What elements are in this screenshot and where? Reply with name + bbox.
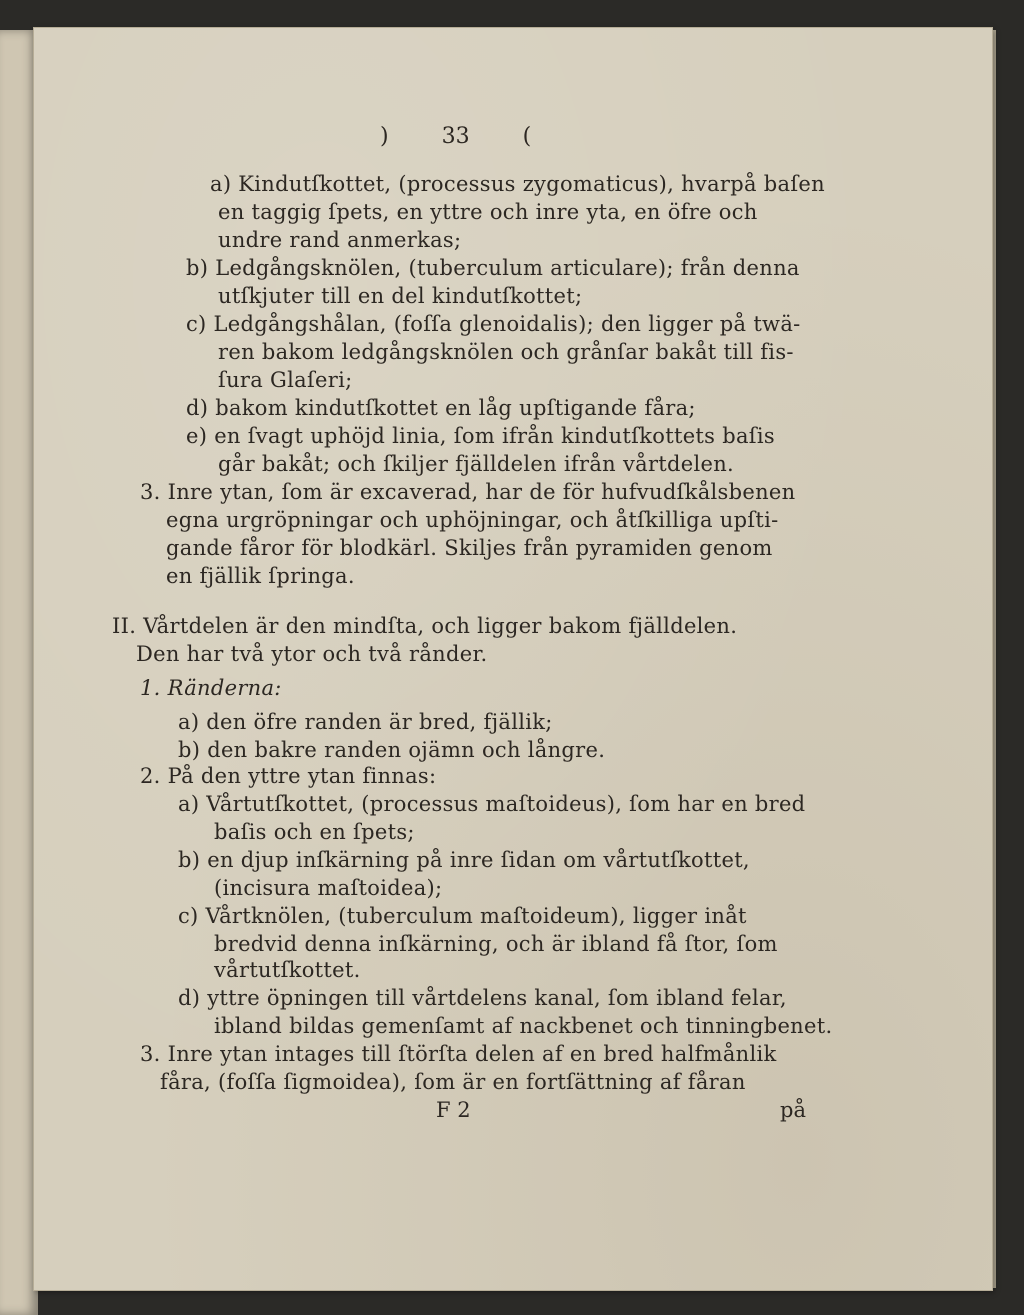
- text-line: c) Vårtknölen, (tuberculum maſtoideum), ligger inåt: [178, 904, 747, 928]
- text-line: bredvid denna inſkärning, och är ibland få ſtor, ſom: [214, 932, 778, 956]
- adjacent-page-edge: [0, 30, 38, 1315]
- header-left-mark: ): [380, 124, 389, 149]
- page-header: [380, 124, 577, 149]
- text-line: a) den öfre randen är bred, fjällik;: [178, 710, 553, 734]
- text-line: 3. Inre ytan, ſom är excaverad, har de för hufvudſkålsbenen: [140, 480, 796, 504]
- text-line: utſkjuter till en del kindutſkottet;: [218, 284, 583, 308]
- text-line: egna urgröpningar och uphöjningar, och åtſkilliga upſti-: [166, 508, 779, 532]
- text-line: fåra, (foſſa ſigmoidea), ſom är en fortſättning af fåran: [160, 1070, 746, 1094]
- text-line: ren bakom ledgångsknölen och grånſar bakåt till fis-: [218, 340, 794, 364]
- text-line: 3. Inre ytan intages till ſtörſta delen af en bred halfmånlik: [140, 1042, 777, 1066]
- text-line: undre rand anmerkas;: [218, 228, 462, 252]
- section-heading: II. Vårtdelen är den mindſta, och ligger bakom fjälldelen.: [112, 614, 738, 638]
- text-line: 2. På den yttre ytan finnas:: [140, 764, 437, 788]
- text-line: e) en ſvagt uphöjd linia, ſom ifrån kindutſkottets baſis: [186, 424, 775, 448]
- text-line: d) bakom kindutſkottet en låg upſtigande fåra;: [186, 396, 696, 420]
- text-line: en taggig ſpets, en yttre och inre yta, en öfre och: [218, 200, 758, 224]
- text-line: en fjällik ſpringa.: [166, 564, 355, 588]
- text-line: gande fåror för blodkärl. Skiljes från pyramiden genom: [166, 536, 773, 560]
- page-number: 33: [441, 124, 470, 149]
- subsection-heading: 1. Ränderna:: [140, 676, 282, 700]
- text-line: Den har två ytor och två rånder.: [136, 642, 488, 666]
- text-line: a) Vårtutſkottet, (processus maſtoideus), ſom har en bred: [178, 792, 806, 816]
- text-line: b) Ledgångsknölen, (tuberculum articulare); från denna: [186, 256, 800, 280]
- text-line: ſura Glaſeri;: [218, 368, 353, 392]
- text-line: d) yttre öpningen till vårtdelens kanal, ſom ibland felar,: [178, 986, 787, 1010]
- text-line: baſis och en ſpets;: [214, 820, 415, 844]
- text-line: a) Kindutſkottet, (processus zygomaticus), hvarpå baſen: [210, 172, 825, 196]
- header-right-mark: (: [522, 124, 532, 149]
- text-line: ibland bildas gemenſamt af nackbenet och tinningbenet.: [214, 1014, 833, 1038]
- text-line: b) den bakre randen ojämn och långre.: [178, 738, 606, 762]
- text-line: c) Ledgångshålan, (foſſa glenoidalis); den ligger på twä-: [186, 312, 801, 336]
- text-line: b) en djup inſkärning på inre ſidan om vårtutſkottet,: [178, 848, 750, 872]
- signature-mark: F 2: [436, 1098, 471, 1122]
- text-line: vårtutſkottet.: [214, 958, 361, 982]
- text-line: går bakåt; och ſkiljer fjälldelen ifrån vårtdelen.: [218, 452, 735, 476]
- catchword: på: [780, 1098, 806, 1122]
- text-line: (incisura maſtoidea);: [214, 876, 443, 900]
